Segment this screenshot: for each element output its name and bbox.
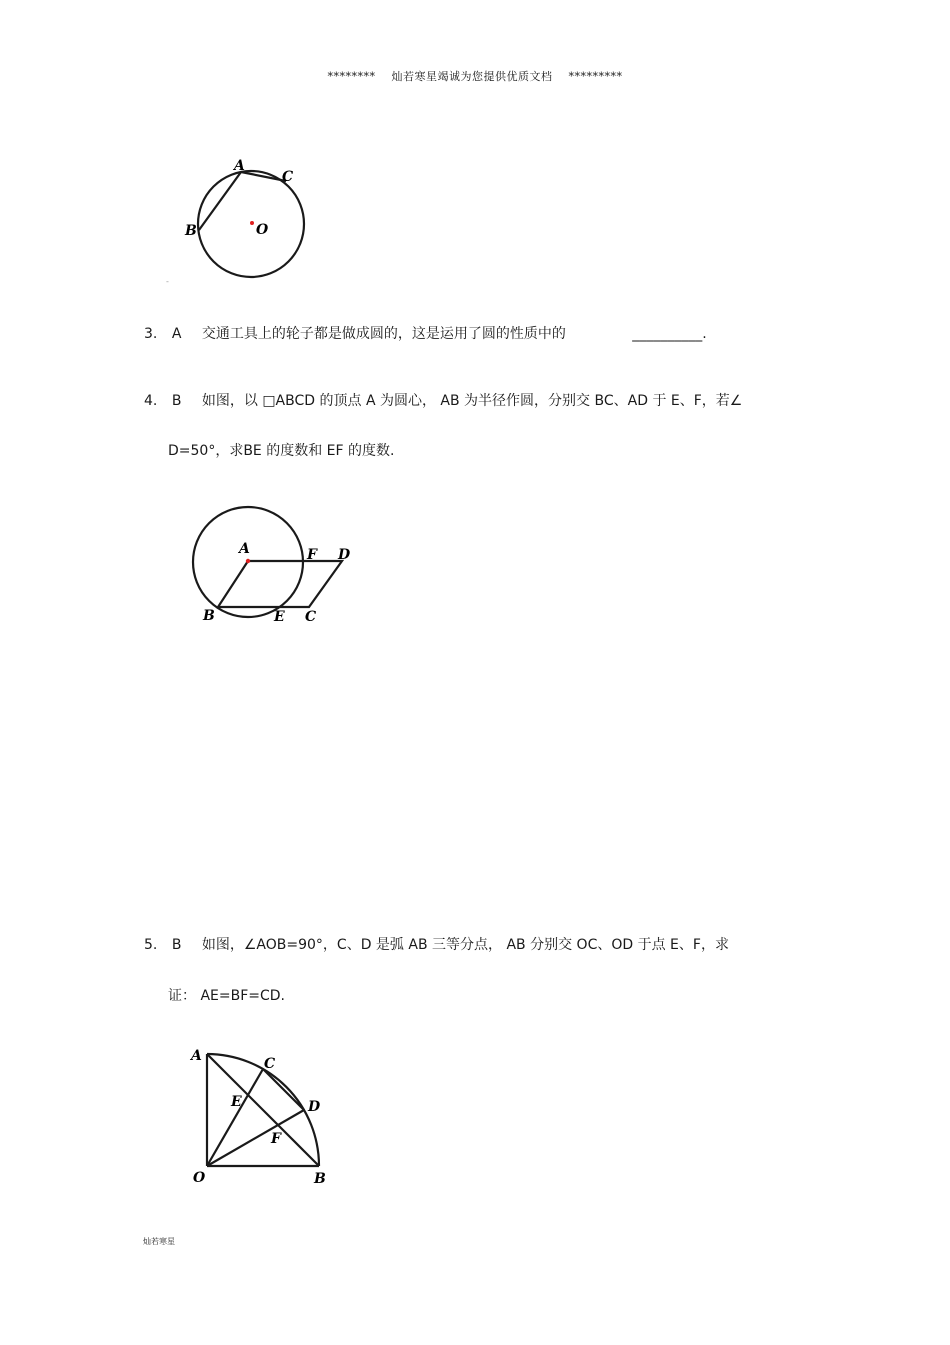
chord-cd xyxy=(263,1069,304,1110)
label-o: O xyxy=(256,222,269,238)
label-a: A xyxy=(191,1048,202,1064)
q4-level: B xyxy=(171,393,182,409)
figure-parallelogram-circle xyxy=(185,500,365,630)
q4-number: 4. xyxy=(144,393,158,409)
q5-level: B xyxy=(171,937,182,953)
parallelogram-abcd xyxy=(218,561,342,607)
label-f: F xyxy=(307,547,317,563)
label-b: B xyxy=(314,1171,326,1187)
q3-end: . xyxy=(702,326,707,342)
q4-text-line-1: 如图，以 □ABCD 的顶点 A 为圆心， AB 为半径作圆，分别交 BC、AD 于 E、F，若∠ xyxy=(201,393,743,409)
label-o: O xyxy=(193,1170,206,1186)
question-5-line-1 xyxy=(144,934,729,954)
label-b: B xyxy=(203,608,215,624)
tick-mark: - xyxy=(166,277,169,286)
label-e: E xyxy=(274,609,285,625)
label-d: D xyxy=(338,547,351,563)
label-a: A xyxy=(234,158,245,174)
q3-level: A xyxy=(171,326,182,342)
label-b: B xyxy=(185,223,197,239)
label-c: C xyxy=(264,1056,276,1072)
label-d: D xyxy=(308,1099,321,1115)
q3-answer-blank[interactable]: __________ xyxy=(632,326,703,342)
figure-quarter-circle xyxy=(185,1040,345,1190)
label-c: C xyxy=(282,169,294,185)
page-footer: 灿若寒星 xyxy=(143,1237,175,1246)
q3-number: 3. xyxy=(144,326,158,342)
center-dot-a xyxy=(246,559,250,563)
label-e: E xyxy=(231,1094,242,1110)
question-4-line-2: D=50°，求BE 的度数和 EF 的度数. xyxy=(168,443,395,459)
q3-text: 交通工具上的轮子都是做成圆的，这是运用了圆的性质中的 xyxy=(201,326,566,342)
label-f: F xyxy=(271,1131,281,1147)
label-c: C xyxy=(305,609,317,625)
question-3 xyxy=(144,323,707,343)
label-a: A xyxy=(239,541,250,557)
question-4-line-1 xyxy=(144,390,742,410)
page-header: ******** 灿若寒星竭诚为您提供优质文档 ********* xyxy=(327,70,623,83)
q5-number: 5. xyxy=(144,937,158,953)
q5-text-line-1: 如图，∠AOB=90°，C、D 是弧 AB 三等分点， AB 分别交 OC、OD 于点 E、F，求 xyxy=(201,937,729,953)
center-dot-o xyxy=(250,221,254,225)
question-5-line-2: 证： AE=BF=CD. xyxy=(168,988,285,1004)
figure-circle-chords xyxy=(160,150,330,290)
